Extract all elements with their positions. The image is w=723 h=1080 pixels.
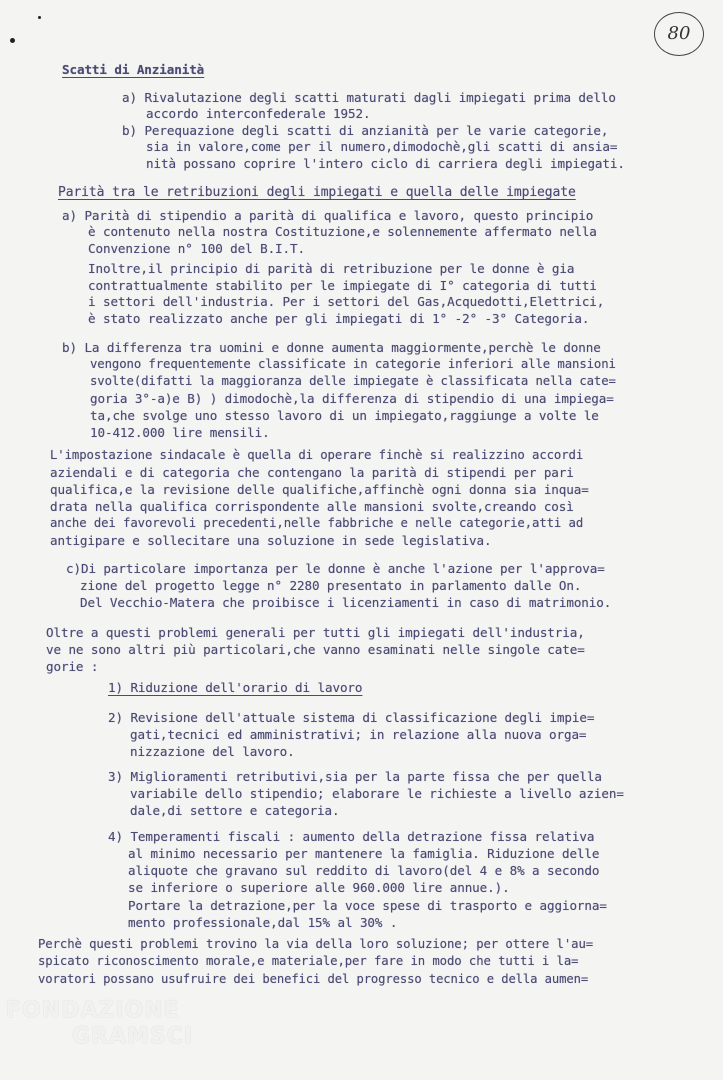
text-line: Oltre a questi problemi generali per tutti gli impiegati dell'industria, [46, 625, 585, 640]
text-line: anche dei favorevoli precedenti,nelle fabbriche e nelle categorie,atti ad [50, 516, 584, 530]
text-line: mento professionale,dal 15% al 30% . [128, 915, 398, 930]
ink-dot [38, 16, 41, 19]
list-item: 1) Riduzione dell'orario di lavoro [108, 680, 363, 695]
text-line: accordo interconfederale 1952. [146, 106, 371, 121]
text-line: antigipare e sollecitare una soluzione in sede legislativa. [50, 533, 492, 548]
section-heading: Parità tra le retribuzioni degli impiegati e quella delle impiegate [58, 185, 576, 200]
text-line: qualifica,e la revisione delle qualifiche,affinchè ogni donna sia inqua= [50, 482, 589, 497]
text-line: b) Perequazione degli scatti di anzianità per le varie categorie, [122, 123, 609, 138]
text-line: se inferiore o superiore alle 960.000 lire annue.). [128, 880, 510, 895]
section-heading: Scatti di Anzianità [62, 62, 205, 77]
text-line: a) Parità di stipendio a parità di qualifica e lavoro, questo principio [62, 208, 594, 223]
text-line: Perchè questi problemi trovino la via della loro soluzione; per ottere l'au= [38, 937, 594, 951]
watermark-line: GRAMSCI [72, 1024, 194, 1049]
text-line: è contenuto nella nostra Costituzione,e solennemente affermato nella [88, 224, 597, 239]
text-line: Del Vecchio-Matera che proibisce i licenziamenti in caso di matrimonio. [80, 595, 612, 610]
text-line: spicato riconoscimento morale,e materiale,per fare in modo che tutti i la= [38, 954, 579, 968]
text-line: ve ne sono altri più particolari,che vanno esaminati nelle singole cate= [46, 642, 585, 657]
text-line: Inoltre,il principio di parità di retribuzione per le donne è gia [88, 261, 575, 276]
text-line: svolte(difatti la maggioranza delle impiegate è classificata nella cate= [90, 374, 616, 388]
page-number: 80 [654, 12, 704, 56]
text-line: zione del progetto legge n° 2280 presentato in parlamento dalle On. [80, 578, 582, 593]
text-line: ta,che svolge uno stesso lavoro di un impiegato,raggiunge a volte le [90, 408, 599, 423]
text-line: gorie : [46, 659, 99, 674]
text-line: c)Di particolare importanza per le donne è anche l'azione per l'approva= [66, 561, 605, 576]
text-line: è stato realizzato anche per gli impiegati di 1° -2° -3° Categoria. [88, 311, 590, 326]
text-line: contrattualmente stabilito per le impiegate di I° categoria di tutti [88, 278, 597, 293]
text-line: vengono frequentemente classificate in categorie inferiori alle mansioni [90, 357, 616, 371]
text-line: goria 3°-a)e B) ) dimodochè,la differenza di stipendio di una impiega= [90, 391, 614, 406]
list-item: 2) Revisione dell'attuale sistema di classificazione degli impie= [108, 710, 595, 725]
archive-watermark [6, 1000, 193, 1048]
text-line: sia in valore,come per il numero,dimodochè,gli scatti di ansia= [146, 139, 618, 154]
text-line: a) Rivalutazione degli scatti maturati dagli impiegati prima dello [122, 90, 616, 105]
text-line: aziendali e di categoria che contengano la parità di stipendi per pari [50, 465, 574, 480]
list-item: 4) Temperamenti fiscali : aumento della detrazione fissa relativa [108, 829, 595, 844]
text-line: L'impostazione sindacale è quella di operare finchè si realizzino accordi [50, 448, 584, 462]
text-line: voratori possano usufruire dei benefici del progresso tecnico e della aumen= [38, 972, 589, 986]
watermark-line: FONDAZIONE [6, 998, 180, 1023]
text-line: dale,di settore e categoria. [130, 803, 340, 818]
text-line: 10-412.000 lire mensili. [90, 425, 270, 440]
text-line: Portare la detrazione,per la voce spese di trasporto e aggiorna= [128, 898, 607, 913]
text-line: drata nella qualifica corrispondente alle mansioni svolte,creando così [50, 499, 574, 514]
text-line: nità possano coprire l'intero ciclo di carriera degli impiegati. [146, 156, 625, 171]
text-line: al minimo necessario per mantenere la famiglia. Riduzione delle [128, 846, 600, 861]
list-item: 3) Miglioramenti retributivi,sia per la parte fissa che per quella [108, 769, 602, 784]
text-line: gati,tecnici ed amministrativi; in relazione alla nuova orga= [130, 727, 587, 742]
text-line: i settori dell'industria. Per i settori del Gas,Acquedotti,Elettrici, [88, 294, 605, 309]
text-line: variabile dello stipendio; elaborare le richieste a livello azien= [130, 786, 624, 801]
text-line: aliquote che gravano sul reddito di lavoro(del 4 e 8% a secondo [128, 863, 600, 878]
ink-dot [10, 38, 15, 43]
text-line: b) La differenza tra uomini e donne aumenta maggiormente,perchè le donne [62, 340, 601, 355]
text-line: nizzazione del lavoro. [130, 744, 295, 759]
text-line: Convenzione n° 100 del B.I.T. [88, 241, 305, 256]
